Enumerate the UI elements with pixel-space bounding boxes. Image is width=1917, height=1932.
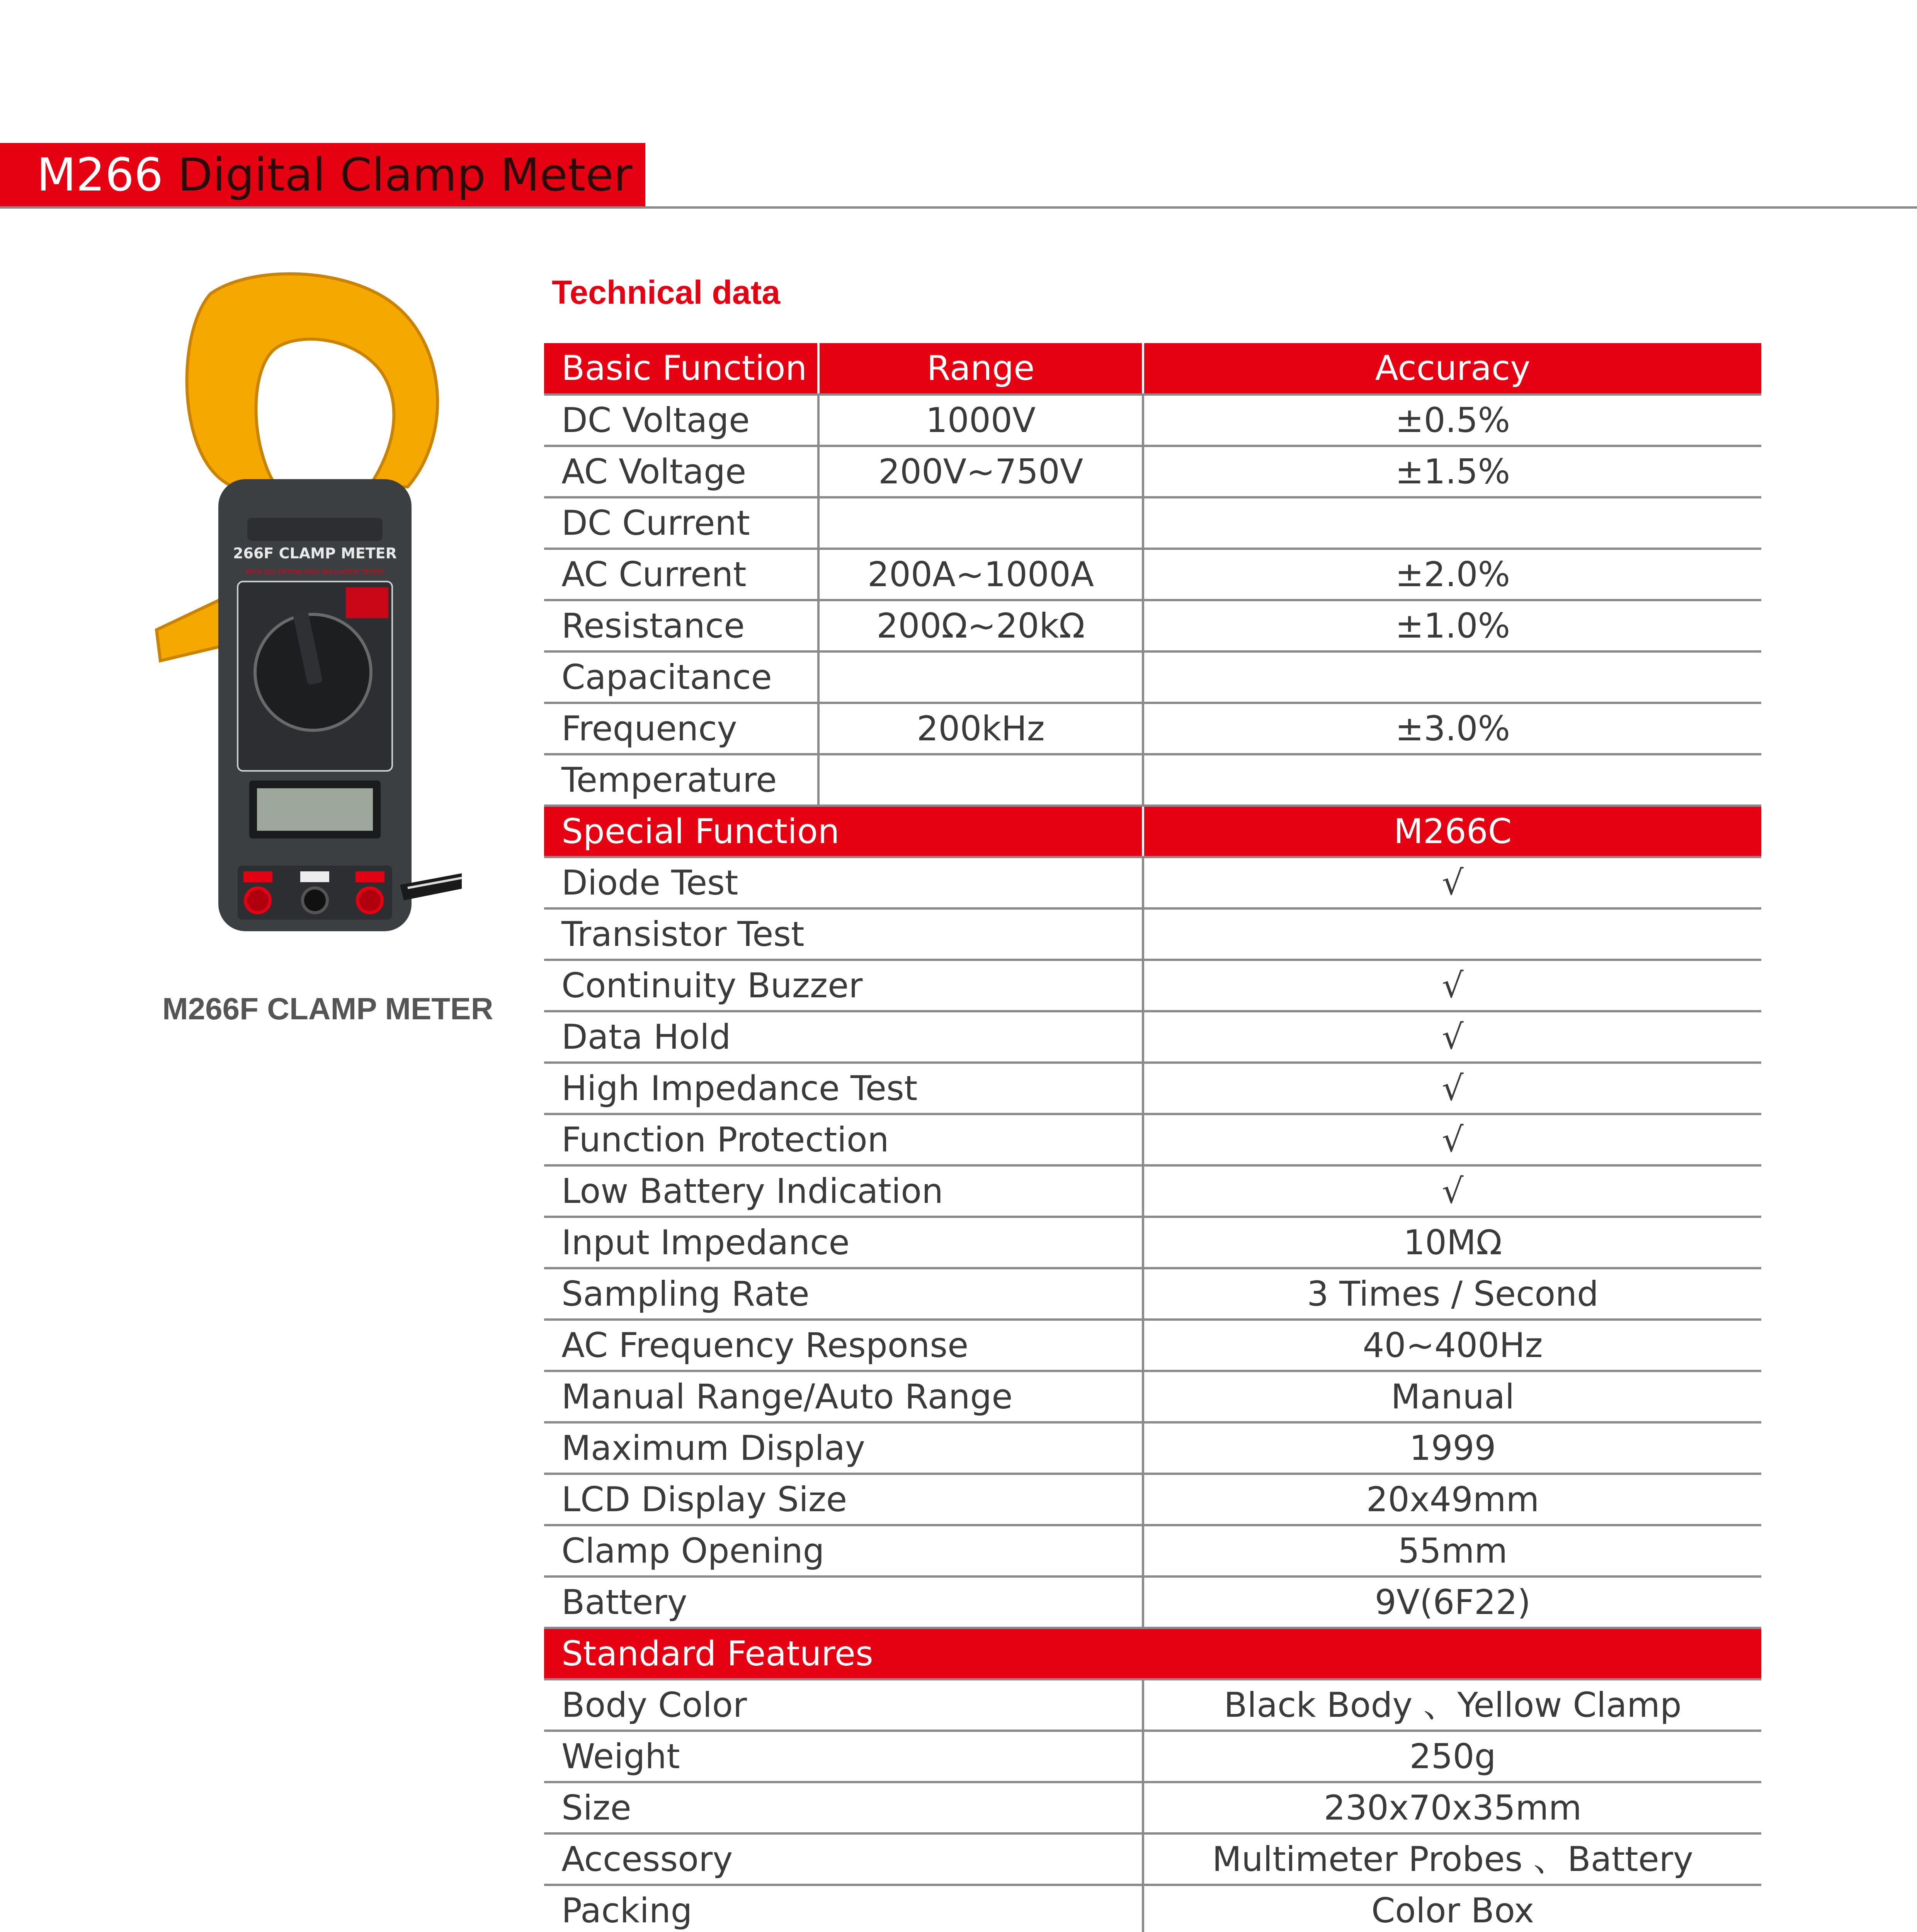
row-label: Frequency (544, 703, 818, 754)
row-accuracy: ±3.0% (1143, 703, 1761, 754)
row-accuracy: ±1.0% (1143, 600, 1761, 651)
row-value: 10MΩ (1143, 1217, 1761, 1268)
table-row (544, 1371, 1761, 1422)
row-value: 230x70x35mm (1143, 1782, 1761, 1833)
row-label: Temperature (544, 754, 818, 806)
page-title (37, 143, 632, 207)
row-value: 1999 (1143, 1422, 1761, 1474)
table-row (544, 600, 1761, 651)
title-product-name: Digital Clamp Meter (177, 148, 633, 201)
table-row (544, 857, 1761, 908)
table-row (544, 1217, 1761, 1268)
row-label: Input Impedance (544, 1217, 1143, 1268)
header-divider (0, 206, 1917, 209)
standard-section (544, 1628, 1761, 1932)
table-row (544, 1525, 1761, 1577)
header-special-function: Special Function (544, 806, 1143, 857)
row-label: Size (544, 1782, 1143, 1833)
table-row (544, 395, 1761, 446)
table-row (544, 1268, 1761, 1320)
row-range: 200kHz (818, 703, 1143, 754)
table-row (544, 1474, 1761, 1525)
row-range (818, 754, 1143, 806)
row-label: Body Color (544, 1679, 1143, 1731)
row-value: √ (1143, 1165, 1761, 1217)
row-value: Black Body 、Yellow Clamp (1143, 1679, 1761, 1731)
row-label: AC Frequency Response (544, 1320, 1143, 1371)
row-range (818, 497, 1143, 549)
row-value: √ (1143, 960, 1761, 1011)
header-basic-function: Basic Function (544, 343, 818, 395)
row-label: LCD Display Size (544, 1474, 1143, 1525)
row-label: Accessory (544, 1833, 1143, 1885)
table-row (544, 1011, 1761, 1063)
row-value: √ (1143, 1011, 1761, 1063)
table-row (544, 754, 1761, 806)
row-range: 200A~1000A (818, 549, 1143, 600)
row-value: √ (1143, 1114, 1761, 1165)
table-row (544, 1679, 1761, 1731)
header-accuracy: Accuracy (1143, 343, 1761, 395)
row-range (818, 651, 1143, 703)
row-label: Sampling Rate (544, 1268, 1143, 1320)
row-label: Data Hold (544, 1011, 1143, 1063)
row-label: Low Battery Indication (544, 1165, 1143, 1217)
row-accuracy (1143, 754, 1761, 806)
row-accuracy: ±2.0% (1143, 549, 1761, 600)
row-range: 200V~750V (818, 446, 1143, 497)
row-value: 55mm (1143, 1525, 1761, 1577)
row-label: DC Current (544, 497, 818, 549)
row-accuracy: ±1.5% (1143, 446, 1761, 497)
row-label: Weight (544, 1731, 1143, 1782)
row-value: 250g (1143, 1731, 1761, 1782)
product-caption: M266F CLAMP METER (162, 992, 493, 1026)
table-row (544, 703, 1761, 754)
row-label: AC Current (544, 549, 818, 600)
basic-section (544, 343, 1761, 806)
standard-header-row (544, 1628, 1761, 1679)
header-range: Range (818, 343, 1143, 395)
header-standard-features: Standard Features (544, 1628, 1761, 1679)
table-row (544, 1165, 1761, 1217)
row-label: Manual Range/Auto Range (544, 1371, 1143, 1422)
row-label: Function Protection (544, 1114, 1143, 1165)
probe-jacks (238, 866, 392, 920)
table-row (544, 1422, 1761, 1474)
table-row (544, 1833, 1761, 1885)
row-range: 200Ω~20kΩ (818, 600, 1143, 651)
header-model: M266C (1143, 806, 1761, 857)
table-row (544, 1577, 1761, 1628)
table-row (544, 446, 1761, 497)
table-row (544, 1320, 1761, 1371)
row-label: High Impedance Test (544, 1063, 1143, 1114)
row-label: Clamp Opening (544, 1525, 1143, 1577)
row-value (1143, 908, 1761, 960)
table-row (544, 1063, 1761, 1114)
device-sublabel: WITH 2KV OPTION 500V INSULATION TESTER (245, 568, 384, 575)
row-value: Multimeter Probes 、Battery (1143, 1833, 1761, 1885)
row-label: Capacitance (544, 651, 818, 703)
spec-table (544, 343, 1761, 1932)
basic-header-row (544, 343, 1761, 395)
row-value: 40~400Hz (1143, 1320, 1761, 1371)
row-label: Diode Test (544, 857, 1143, 908)
table-row (544, 1114, 1761, 1165)
lcd-display (249, 781, 381, 838)
row-label: Transistor Test (544, 908, 1143, 960)
row-label: DC Voltage (544, 395, 818, 446)
title-model: M266 (37, 148, 163, 201)
row-value: Color Box (1143, 1885, 1761, 1932)
table-row (544, 1731, 1761, 1782)
row-label: Continuity Buzzer (544, 960, 1143, 1011)
table-row (544, 1782, 1761, 1833)
table-row (544, 651, 1761, 703)
row-label: Packing (544, 1885, 1143, 1932)
row-accuracy: ±0.5% (1143, 395, 1761, 446)
row-accuracy (1143, 497, 1761, 549)
row-value: 9V(6F22) (1143, 1577, 1761, 1628)
clamp-meter-image (153, 270, 462, 935)
device-label: 266F CLAMP METER (233, 545, 397, 562)
row-value: √ (1143, 1063, 1761, 1114)
table-row (544, 549, 1761, 600)
row-value: √ (1143, 857, 1761, 908)
row-label: AC Voltage (544, 446, 818, 497)
row-accuracy (1143, 651, 1761, 703)
table-row (544, 1885, 1761, 1932)
row-label: Maximum Display (544, 1422, 1143, 1474)
meter-body (218, 479, 412, 931)
table-row (544, 497, 1761, 549)
row-label: Resistance (544, 600, 818, 651)
row-value: Manual (1143, 1371, 1761, 1422)
row-value: 3 Times / Second (1143, 1268, 1761, 1320)
row-label: Battery (544, 1577, 1143, 1628)
technical-data-label: Technical data (552, 274, 781, 311)
special-header-row (544, 806, 1761, 857)
special-section (544, 806, 1761, 1628)
row-range: 1000V (818, 395, 1143, 446)
table-row (544, 960, 1761, 1011)
row-value: 20x49mm (1143, 1474, 1761, 1525)
table-row (544, 908, 1761, 960)
